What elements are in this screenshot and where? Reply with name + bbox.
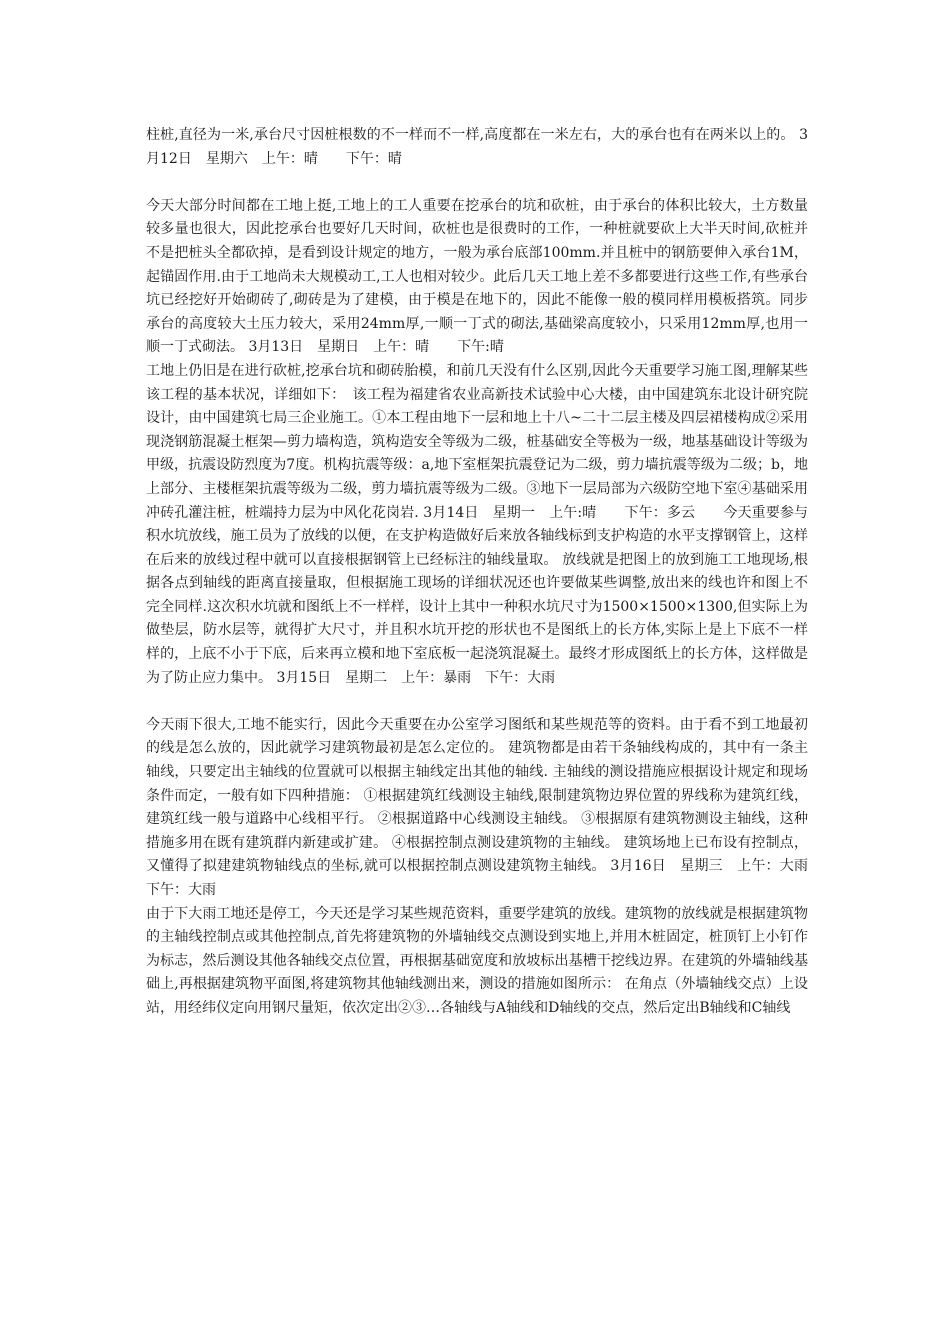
document-page bbox=[146, 124, 822, 1021]
paragraph-spacer bbox=[146, 690, 808, 714]
paragraph-3: 工地上仍旧是在进行砍桩,挖承台坑和砌砖胎模，和前几天没有什么区别,因此今天重要学习施工图,理解某些该工程的基本状况，详细如下： 该工程为福建省农业高新技术试验中心大楼，由中国建筑东北设计研究院设计，由中国建筑七局三企业施工。①本工程由地下一层和地上十八~二十二层主楼及四层裙楼构成②采用现浇钢筋混凝土框架—剪力墙构造，筑构造安全等级为二级，桩基础安全等极为一级，地基基础设计等级为甲级，抗震设防烈度为7度。机构抗震等级：a,地下室框架抗震登记为二级，剪力墙抗震等级为二级；b，地上部分、主楼框架抗震等级为二级，剪力墙抗震等级为二级。③地下一层局部为六级防空地下室④基础采用冲砖孔灌注桩，桩端持力层为中风化花岗岩. 3月14日 星期一 上午:晴 下午：多云 今天重要参与积水坑放线，施工员为了放线的以便，在支护构造做好后来放各轴线标到支护构造的水平支撑钢管上，这样在后来的放线过程中就可以直接根据钢管上已经标注的轴线量取。 放线就是把图上的放到施工工地现场,根据各点到轴线的距离直接量取，但根据施工现场的详细状况还也许要做某些调整,放出来的线也许和图上不完全同样.这次积水坑就和图纸上不一样样，设计上其中一种积水坑尺寸为1500×1500×1300,但实际上为做垫层，防水层等，就得扩大尺寸，并且积水坑开挖的形状也不是图纸上的长方体,实际上是上下底不一样样的，上底不小于下底，后来再立模和地下室底板一起浇筑混凝土。最终才形成图纸上的长方体，这样做是为了防止应力集中。 3月15日 星期二 上午：暴雨 下午：大雨 bbox=[146, 362, 808, 686]
paragraph-5: 由于下大雨工地还是停工，今天还是学习某些规范资料，重要学建筑的放线。建筑物的放线就是根据建筑物的主轴线控制点或其他控制点,首先将建筑物的外墙轴线交点测设到实地上,并用木桩固定，桩顶钉上小钉作为标志，然后测设其他各轴线交点位置，再根据基础宽度和放坡标出基槽干挖线边界。在建筑的外墙轴线基础上,再根据建筑物平面图,将建筑物其他轴线测出来，测设的措施如图所示： 在角点（外墙轴线交点）上设站，用经纬仪定向用钢尺量矩，依次定出②③…各轴线与A轴线和D轴线的交点，然后定出B轴线和C轴线 bbox=[146, 905, 808, 1016]
paragraph-1: 柱桩,直径为一米,承台尺寸因桩根数的不一样而不一样,高度都在一米左右，大的承台也有在两米以上的。 3月12日 星期六 上午：晴 下午：晴 bbox=[146, 127, 808, 167]
paragraph-4: 今天雨下很大,工地不能实行，因此今天重要在办公室学习图纸和某些规范等的资料。由于看不到工地最初的线是怎么放的，因此就学习建筑物最初是怎么定位的。 建筑物都是由若干条轴线构成的，其中有一条主轴线，只要定出主轴线的位置就可以根据主轴线定出其他的轴线. 主轴线的测设措施应根据设计规定和现场条件而定，一般有如下四种措施： ①根据建筑红线测设主轴线,限制建筑物边界位置的界线称为建筑红线，建筑红线一般与道路中心线相平行。 ②根据道路中心线测设主轴线。 ③根据原有建筑物测设主轴线，这种措施多用在既有建筑群内新建或扩建。 ④根据控制点测设建筑物的主轴线。 建筑场地上已布设有控制点，又懂得了拟建建筑物轴线点的坐标,就可以根据控制点测设建筑物主轴线。 3月16日 星期三 上午：大雨 下午：大雨 bbox=[146, 716, 822, 898]
paragraph-spacer bbox=[146, 171, 808, 195]
paragraph-2: 今天大部分时间都在工地上挺,工地上的工人重要在挖承台的坑和砍桩，由于承台的体积比较大，土方数量较多量也很大，因此挖承台也要好几天时间，砍桩也是很费时的工作，一种桩就要砍上大半天时间,砍桩并不是把桩头全都砍掉，是看到设计规定的地方，一般为承台底部100mm.并且桩中的钢筋要伸入承台1M，起锚固作用.由于工地尚未大规模动工,工人也相对较少。此后几天工地上差不多都要进行这些工作,有些承台坑已经挖好开始砌砖了,砌砖是为了建模，由于模是在地下的，因此不能像一般的模同样用模板搭筑。同步承台的高度较大土压力较大，采用24mm厚,一顺一丁式的砌法,基础梁高度较小，只采用12mm厚,也用一顺一丁式砌法。 3月13日 星期日 上午：晴 下午:晴 bbox=[146, 197, 808, 356]
